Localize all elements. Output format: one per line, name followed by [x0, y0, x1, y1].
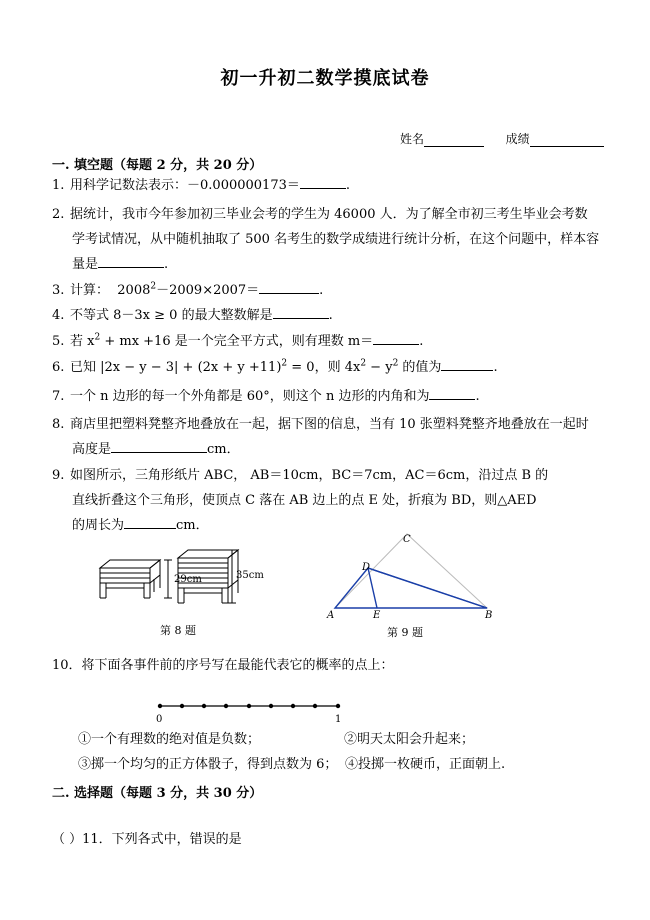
section-choice-title: 二. 选择题（每题 3 分，共 30 分） [52, 786, 263, 801]
event-3: ③掷一个均匀的正方体骰子，得到点数为 6； [78, 757, 338, 772]
caption-figure-9: 第 9 题 [387, 626, 423, 639]
point-B: B [485, 610, 493, 621]
answer-blank-1[interactable] [300, 176, 346, 189]
page-title: 初一升初二数学摸底试卷 [220, 68, 430, 89]
original-triangle [335, 534, 487, 608]
question-10: 10．将下面各事件前的序号写在最能代表它的概率的点上： [52, 658, 394, 673]
answer-blank-9[interactable] [124, 516, 176, 529]
label-35cm: 35cm [236, 570, 264, 581]
question-11: （ ）11．下列各式中，错误的是 [52, 832, 242, 847]
answer-paren-11[interactable]: （ ） [52, 832, 83, 847]
caption-figure-8: 第 8 题 [160, 624, 196, 637]
answer-blank-2[interactable] [98, 255, 164, 268]
question-6: 6. 已知 $|2x - y - 3| + (2x + y +11)^2 = 0$，则 $4x^2 - y^2$ 的值为 . [52, 358, 498, 375]
point-E: E [373, 610, 381, 621]
question-8: 8. 商店里把塑料凳整齐地叠放在一起，据下图的信息，当有 10 张塑料凳整齐地叠放在一起时 高度是 cm． [52, 417, 589, 457]
answer-blank-3[interactable] [259, 281, 319, 294]
point-A: A [327, 610, 335, 621]
figure-8-stools [90, 548, 280, 648]
label-0: 0 [156, 714, 163, 725]
question-2: 2. 据统计，我市今年参加初三毕业会考的学生为 46000 人．为了解全市初三考生毕业会考数 学考试情况，从中随机抽取了 500 名考生的数学成绩进行统计分析，在这个问题中，样本容 量是 . [52, 207, 600, 272]
answer-blank-8[interactable] [111, 440, 207, 453]
answer-blank-5[interactable] [373, 332, 419, 345]
point-D: D [362, 562, 371, 573]
score-blank[interactable] [530, 133, 604, 147]
question-4: 4. 不等式 8－3x ≥ 0 的最大整数解是 . [52, 308, 333, 323]
stool-stack-small [100, 560, 160, 598]
name-label: 姓名 [400, 132, 425, 146]
point-prob-0[interactable] [158, 704, 162, 708]
point-prob-half[interactable] [247, 704, 251, 708]
answer-blank-4[interactable] [273, 306, 329, 319]
event-2: ②明天太阳会升起来； [344, 732, 475, 747]
name-blank[interactable] [424, 133, 484, 147]
event-1: ①一个有理数的绝对值是负数； [78, 732, 261, 747]
crease-BD [368, 568, 487, 608]
point-prob-1[interactable] [336, 704, 340, 708]
question-5: 5. 若 $x^2$ + mx +16 是一个完全平方式，则有理数 m＝ . [52, 332, 424, 349]
question-1: 1. 用科学记数法表示：－0.000000173＝ . [52, 178, 350, 193]
point-C: C [403, 534, 411, 545]
label-29cm: 29cm [174, 574, 202, 585]
name-score-bar [400, 130, 604, 147]
section-fill-in-title: 一. 填空题（每题 2 分，共 20 分） [52, 158, 263, 173]
question-3: 3. 计算： $2008^2-2009\times 2007=$ . [52, 281, 324, 298]
event-4: ④投掷一枚硬币，正面朝上. [345, 757, 506, 772]
question-7: 7. 一个 n 边形的每一个外角都是 60°，则这个 n 边形的内角和为 . [52, 389, 480, 404]
figure-9-triangle [325, 532, 505, 642]
question-9: 9. 如图所示，三角形纸片 ABC， AB＝10cm，BC＝7cm，AC＝6cm，沿过点 B 的 直线折叠这个三角形，使顶点 C 落在 AB 边上的点 E 处，折痕为 BD，则△AED 的周长为 cm． [52, 468, 549, 533]
answer-blank-7[interactable] [429, 387, 475, 400]
answer-blank-6[interactable] [441, 358, 493, 371]
label-1: 1 [335, 714, 342, 725]
score-label: 成绩 [505, 132, 530, 146]
probability-number-line [150, 696, 350, 726]
folded-triangle [335, 568, 487, 608]
segment-DE [368, 568, 377, 608]
